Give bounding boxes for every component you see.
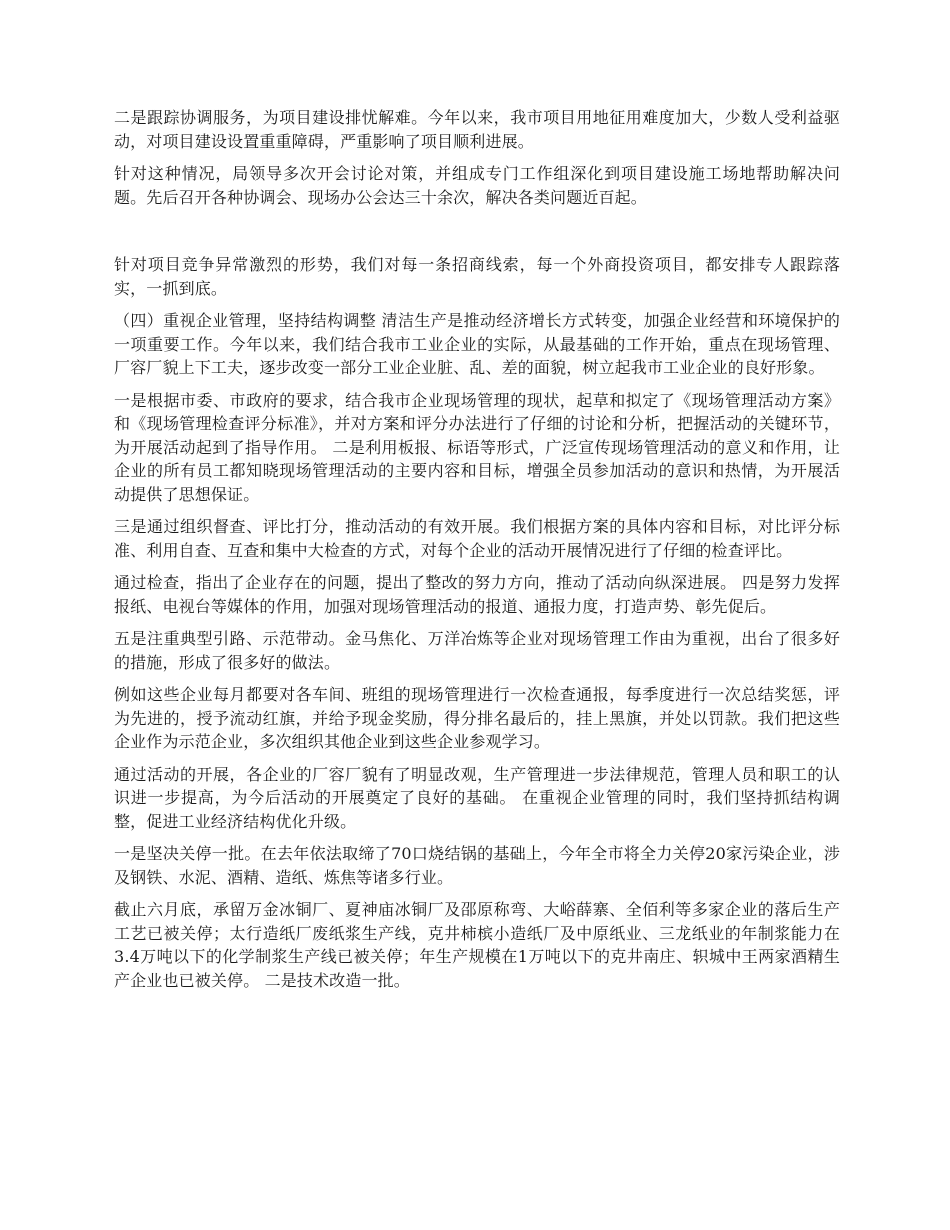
paragraph-project-coordination: 二是跟踪协调服务，为项目建设排忧解难。今年以来，我市项目用地征用难度加大，少数人受利益驱动，对项目建设设置重重障碍，严重影响了项目顺利进展。 bbox=[114, 108, 840, 151]
paragraph-shutdowns: 一是坚决关停一批。在去年依法取缔了70口烧结锅的基础上，今年全市将全力关停20家污染企业，涉及钢铁、水泥、酒精、造纸、炼焦等诸多行业。 bbox=[114, 844, 840, 887]
paragraph-media-publicity: 通过检查，指出了企业存在的问题，提出了整改的努力方向，推动了活动向纵深进展。 四是努力发挥报纸、电视台等媒体的作用，加强对现场管理活动的报道、通报力度，打造声势、彰先促后。 bbox=[114, 573, 840, 616]
paragraph-enterprise-management: （四）重视企业管理，坚持结构调整 清洁生产是推动经济增长方式转变，加强企业经营和环境保护的一项重要工作。今年以来，我们结合我市工业企业的实际，从最基础的工作开始，重点在现场管理、厂容厂貌上下工夫，逐步改变一部分工业企业脏、乱、差的面貌，树立起我市工业企业的良好形象。 bbox=[114, 311, 840, 377]
document-page bbox=[114, 106, 840, 992]
paragraph-inspection-scoring: 三是通过组织督查、评比打分，推动活动的有效开展。我们根据方案的具体内容和目标，对比评分标准、利用自查、互查和集中大检查的方式，对每个企业的活动开展情况进行了仔细的检查评比。 bbox=[114, 517, 840, 560]
paragraph-closed-enterprises: 截止六月底，承留万金冰铜厂、夏神庙冰铜厂及邵原称弯、大峪薛寨、全佰利等多家企业的落后生产工艺已被关停；太行造纸厂废纸浆生产线，克井柿槟小造纸厂及中原纸业、三龙纸业的年制浆能力在3.4万吨以下的化学制浆生产线已被关停；年生产规模在1万吨以下的克井南庄、轵城中王两家酒精生产企业也已被关停。 二是技术改造一批。 bbox=[114, 900, 840, 990]
paragraph-investment-tracking: 针对项目竞争异常激烈的形势，我们对每一条招商线索，每一个外商投资项目，都安排专人跟踪落实，一抓到底。 bbox=[114, 255, 840, 298]
paragraph-site-management-plan: 一是根据市委、市政府的要求，结合我市企业现场管理的现状，起草和拟定了《现场管理活动方案》和《现场管理检查评分标准》，并对方案和评分办法进行了仔细的讨论和分析，把握活动的关键环节，为开展活动起到了指导作用。 二是利用板报、标语等形式，广泛宣传现场管理活动的意义和作用，让企业的所有员工都知晓现场管理活动的主要内容和目标，增强全员参加活动的意识和热情，为开展活动提供了思想保证。 bbox=[114, 390, 840, 504]
paragraph-rewards-penalties: 例如这些企业每月都要对各车间、班组的现场管理进行一次检查通报，每季度进行一次总结奖惩，评为先进的，授予流动红旗，并给予现金奖励，得分排名最后的，挂上黑旗，并处以罚款。我们把这些企业作为示范企业，多次组织其他企业到这些企业参观学习。 bbox=[114, 685, 840, 751]
paragraph-model-enterprises: 五是注重典型引路、示范带动。金马焦化、万洋冶炼等企业对现场管理工作由为重视，出台了很多好的措施，形成了很多好的做法。 bbox=[114, 629, 840, 672]
paragraph-structural-adjustment: 通过活动的开展，各企业的厂容厂貌有了明显改观，生产管理进一步法律规范，管理人员和职工的认识进一步提高，为今后活动的开展奠定了良好的基础。 在重视企业管理的同时，我们坚持抓结构调整，促进工业经济结构优化升级。 bbox=[114, 764, 840, 831]
paragraph-working-group: 针对这种情况，局领导多次开会讨论对策，并组成专门工作组深化到项目建设施工场地帮助解决问题。先后召开各种协调会、现场办公会达三十余次，解决各类问题近百起。 bbox=[114, 164, 840, 207]
